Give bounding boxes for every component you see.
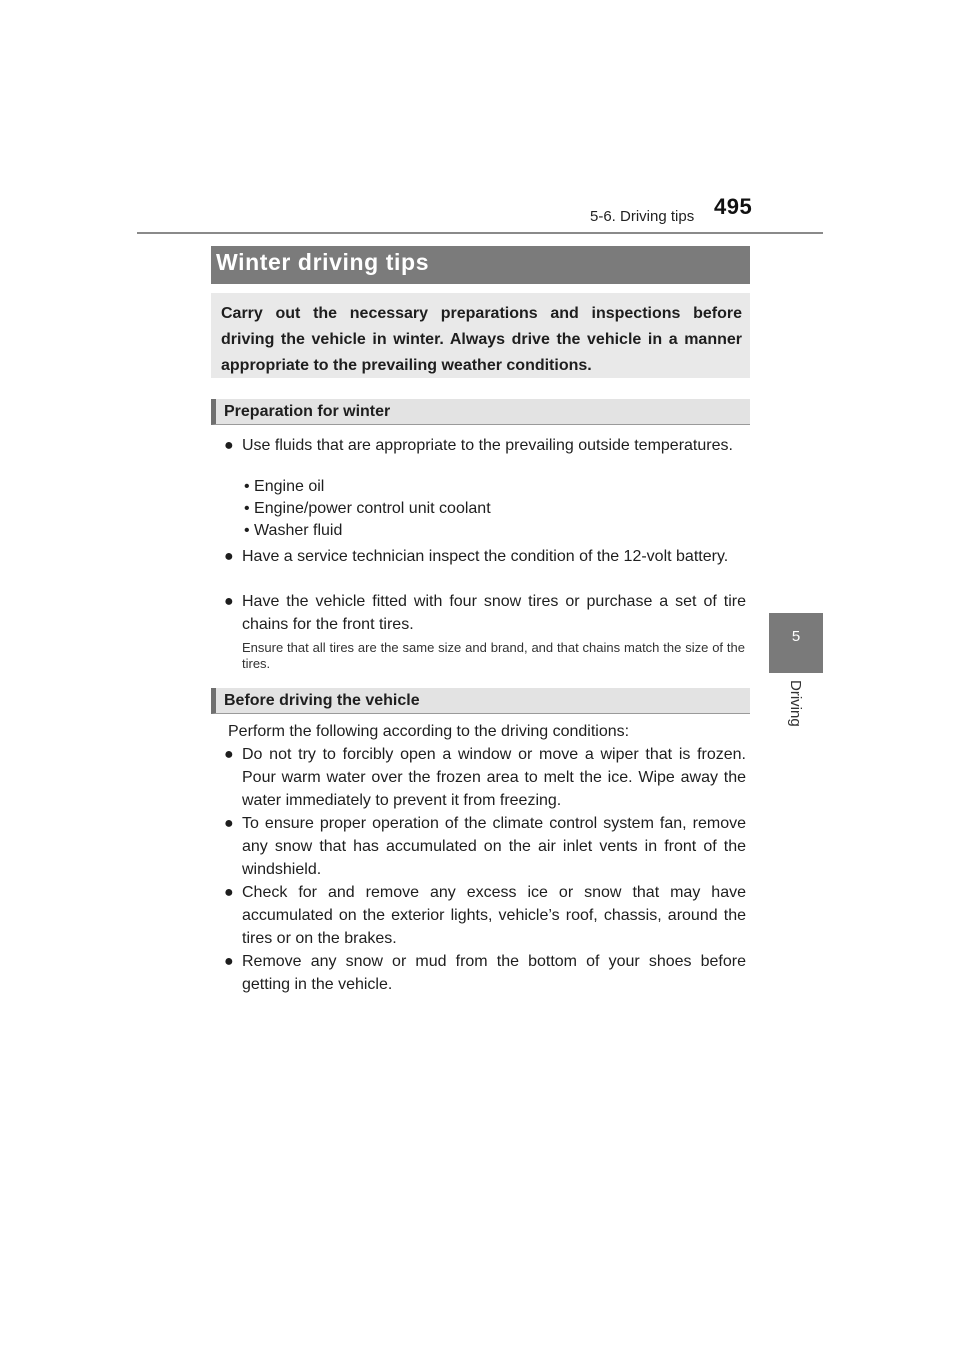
sub-list-item: • Engine oil <box>244 478 325 495</box>
section-breadcrumb: 5-6. Driving tips <box>590 208 695 225</box>
preparation-heading <box>211 399 750 425</box>
page-title: Winter driving tips <box>216 249 430 275</box>
fluid-item: Engine/power control unit coolant <box>254 500 491 517</box>
note-text: Ensure that all tires are the same size and brand, and that chains match the size of the tires. <box>242 640 745 671</box>
sub-list-item: • Engine/power control unit coolant <box>244 500 491 517</box>
chapter-label-container <box>769 680 823 740</box>
list-item-text: Do not try to forcibly open a window or move a wiper that is frozen. Pour warm water over the frozen area to melt the ice. Wipe away the water immediately to prevent it from freezing. <box>242 746 746 809</box>
list-item-text: Check for and remove any excess ice or snow that may have accumulated on the exterior lights, vehicle’s roof, chassis, around the tires or on the brakes. <box>242 884 746 947</box>
chapter-number: 5 <box>791 628 801 645</box>
page-number: 495 <box>714 194 753 219</box>
preparation-heading-text: Preparation for winter <box>224 403 391 420</box>
before-driving-heading-text: Before driving the vehicle <box>224 692 420 709</box>
list-item <box>224 812 746 881</box>
list-item-text: Have the vehicle fitted with four snow tires or purchase a set of tire chains for the front tires. <box>242 593 746 633</box>
bullet-icon: ● <box>224 815 234 832</box>
list-item-text: Use fluids that are appropriate to the prevailing outside temperatures. <box>242 437 733 454</box>
before-driving-heading <box>211 688 750 714</box>
list-item <box>224 590 746 636</box>
bullet-icon: ● <box>224 746 234 763</box>
intro-box <box>211 293 750 378</box>
bullet-icon: ● <box>224 548 234 565</box>
bullet-icon: ● <box>224 437 234 454</box>
list-item <box>224 950 746 996</box>
fluid-item: Engine oil <box>254 478 325 495</box>
bullet-icon: ● <box>224 953 234 970</box>
chapter-label: Driving <box>787 680 804 727</box>
list-item <box>224 434 746 457</box>
list-item-text: Have a service technician inspect the condition of the 12-volt battery. <box>242 548 729 565</box>
intro-text: Carry out the necessary preparations and inspections before driving the vehicle in winter. Always drive the vehicle in a manner appropriate to the prevailing weather conditions. <box>221 305 742 374</box>
list-item <box>224 743 746 812</box>
list-item-text: To ensure proper operation of the climate control system fan, remove any snow that has accumulated on the air inlet vents in front of the windshield. <box>242 815 746 878</box>
bullet-icon: ● <box>224 593 234 610</box>
list-item-text: Remove any snow or mud from the bottom of your shoes before getting in the vehicle. <box>242 953 746 993</box>
fluid-item: Washer fluid <box>254 522 343 539</box>
list-item <box>224 545 746 568</box>
sub-list-item: • Washer fluid <box>244 522 343 539</box>
list-item <box>224 881 746 950</box>
before-driving-lead: Perform the following according to the driving conditions: <box>228 723 630 740</box>
bullet-icon: ● <box>224 884 234 901</box>
header-divider <box>137 232 823 234</box>
